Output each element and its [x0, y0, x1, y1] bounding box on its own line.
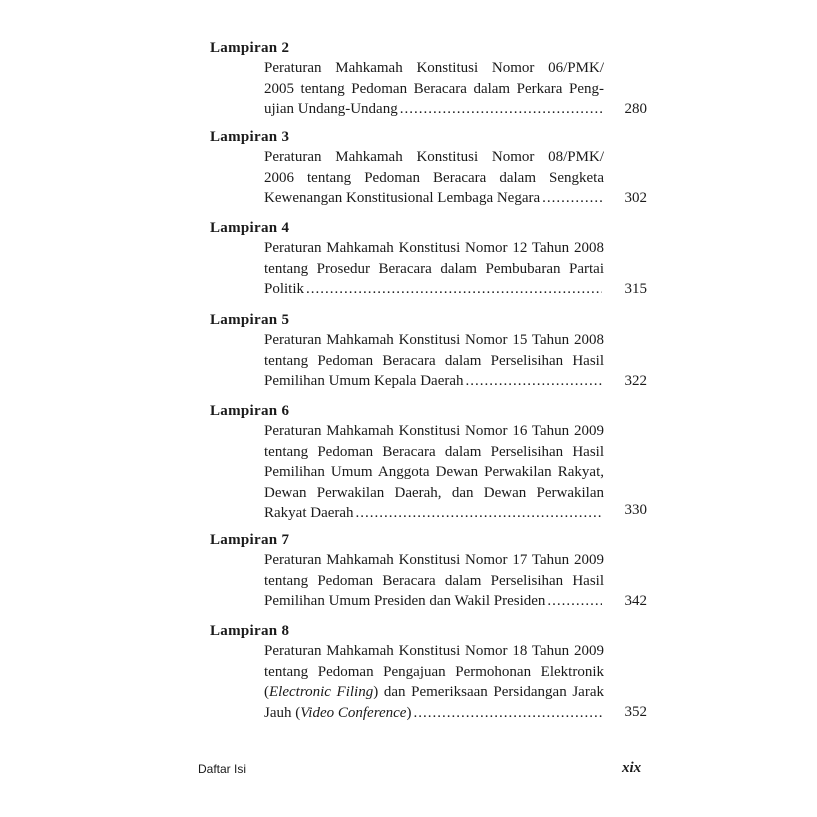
dot-leader	[356, 503, 602, 524]
toc-entry-lampiran-8	[210, 621, 650, 723]
toc-line: Peraturan Mahkamah Konstitusi Nomor 16 Tahun 2009	[264, 423, 604, 439]
toc-heading: Lampiran 3	[210, 129, 290, 145]
italic-term: Video Conference	[300, 704, 407, 721]
page-number: 342	[624, 593, 647, 609]
toc-heading: Lampiran 2	[210, 40, 290, 56]
toc-line: tentang Pedoman Beracara dalam Perselisihan Hasil	[264, 572, 604, 589]
toc-line: Peraturan Mahkamah Konstitusi Nomor 18 Tahun 2009	[264, 643, 604, 659]
italic-term: Electronic Filing	[269, 684, 374, 700]
toc-line: Kewenangan Konstitusional Lembaga Negara	[264, 190, 541, 206]
toc-line: Pemilihan Umum Anggota Dewan Perwakilan Rakyat,	[264, 464, 604, 480]
dot-leader	[400, 99, 602, 120]
toc-heading: Lampiran 5	[210, 312, 290, 328]
toc-line: Peraturan Mahkamah Konstitusi Nomor 08/PMK/	[264, 149, 604, 165]
page-number: 302	[624, 190, 647, 206]
dot-leader	[542, 188, 602, 209]
last-suffix: )	[406, 704, 412, 721]
toc-line	[264, 703, 411, 724]
toc-line: 2005 tentang Pedoman Beracara dalam Perkara Peng-	[264, 80, 604, 97]
toc-line: Peraturan Mahkamah Konstitusi Nomor 06/PMK/	[264, 60, 604, 76]
toc-line: Pemilihan Umum Presiden dan Wakil Presiden	[264, 593, 546, 609]
toc-line: tentang Prosedur Beracara dalam Pembubaran Partai	[264, 260, 604, 277]
toc-heading: Lampiran 8	[210, 623, 290, 639]
toc-entry-lampiran-2	[210, 38, 650, 120]
dot-leader	[547, 591, 602, 612]
toc-heading: Lampiran 7	[210, 532, 290, 548]
toc-line: Peraturan Mahkamah Konstitusi Nomor 12 Tahun 2008	[264, 240, 604, 256]
dot-leader	[466, 371, 602, 392]
page-number: 315	[624, 281, 647, 297]
toc-line: Peraturan Mahkamah Konstitusi Nomor 15 Tahun 2008	[264, 332, 604, 348]
toc-entry-lampiran-3	[210, 127, 650, 209]
toc-entry-lampiran-7	[210, 530, 650, 612]
toc-line: ujian Undang-Undang	[264, 101, 398, 117]
paren-open: (	[264, 684, 269, 700]
toc-entry-lampiran-6	[210, 401, 650, 524]
page-number: 322	[624, 373, 647, 389]
dot-leader	[413, 703, 602, 724]
toc-line: Peraturan Mahkamah Konstitusi Nomor 17 Tahun 2009	[264, 552, 604, 568]
toc-line: Dewan Perwakilan Daerah, dan Dewan Perwakilan	[264, 484, 604, 501]
toc-heading: Lampiran 4	[210, 220, 290, 236]
footer-page-number: xix	[622, 760, 642, 776]
page-number: 352	[624, 704, 647, 720]
toc-entry-lampiran-5	[210, 310, 650, 392]
page-number: 330	[624, 502, 647, 518]
toc-line	[264, 682, 604, 703]
toc-line: tentang Pedoman Beracara dalam Perselisihan Hasil	[264, 443, 604, 460]
toc-entry-lampiran-4	[210, 218, 650, 300]
last-prefix: Jauh (	[264, 704, 301, 721]
toc-heading: Lampiran 6	[210, 403, 290, 419]
toc-line: tentang Pedoman Beracara dalam Perselisihan Hasil	[264, 352, 604, 369]
toc-line: Politik	[264, 281, 305, 297]
toc-line: tentang Pedoman Pengajuan Permohonan Elektronik	[264, 663, 604, 680]
toc-line: Pemilihan Umum Kepala Daerah	[264, 373, 464, 389]
toc-line: Rakyat Daerah	[264, 505, 354, 521]
toc-line: 2006 tentang Pedoman Beracara dalam Sengketa	[264, 169, 604, 186]
line-rest: ) dan Pemeriksaan Persidangan Jarak	[373, 684, 604, 700]
dot-leader	[306, 279, 602, 300]
footer-section-title: Daftar Isi	[198, 762, 247, 776]
page-number: 280	[624, 101, 647, 117]
